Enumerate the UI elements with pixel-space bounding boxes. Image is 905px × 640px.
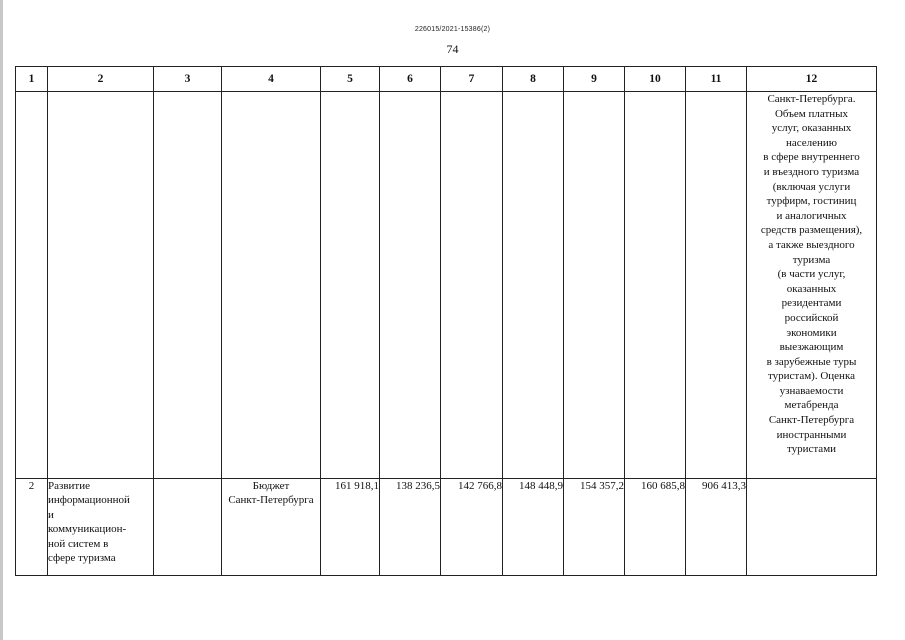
activity-name-cell: [48, 479, 154, 576]
table-cell: [48, 92, 154, 479]
column-number-row: [16, 67, 877, 92]
text-line: Объем платных: [774, 107, 849, 120]
table-cell: [686, 92, 747, 479]
column-header-2: 2: [48, 67, 154, 92]
table-row: [16, 479, 877, 576]
column-header-12: 12: [747, 67, 877, 92]
funding-source-cell: [222, 479, 321, 576]
text-line: и въездного туризма: [763, 165, 860, 178]
amount-cell: 161 918,1: [321, 479, 380, 576]
column-header-6: 6: [380, 67, 441, 92]
text-line: Бюджет: [252, 480, 290, 492]
text-line: экономики: [786, 326, 837, 339]
text-line: сфере туризма: [48, 552, 116, 565]
column-header-10: 10: [625, 67, 686, 92]
amount-cell: 148 448,9: [503, 479, 564, 576]
table-cell: [564, 92, 625, 479]
table-cell: [154, 479, 222, 576]
text-line: населению: [785, 136, 838, 149]
text-line: узнаваемости: [779, 384, 844, 397]
column-header-11: 11: [686, 67, 747, 92]
program-table: [15, 66, 877, 576]
amount-cell: 154 357,2: [564, 479, 625, 576]
column-header-4: 4: [222, 67, 321, 92]
scan-edge: [0, 0, 3, 640]
text-line: Развитие: [48, 480, 91, 492]
text-line: Санкт-Петербурга.: [767, 93, 856, 105]
page-number: 74: [446, 42, 459, 56]
table-cell: [503, 92, 564, 479]
table-cell: [380, 92, 441, 479]
text-line: резидентами: [781, 297, 842, 310]
table-cell: [222, 92, 321, 479]
text-line: а также выездного: [768, 238, 855, 251]
table-cell: [321, 92, 380, 479]
text-line: Санкт-Петербурга: [228, 494, 314, 507]
text-line: российской: [784, 311, 839, 324]
table-cell: [747, 479, 877, 576]
table-cell: [16, 92, 48, 479]
table-cell: [154, 92, 222, 479]
text-line: информационной: [48, 494, 130, 507]
text-line: Санкт-Петербурга: [768, 414, 855, 427]
text-line: туристам). Оценка: [767, 370, 856, 383]
amount-cell: 160 685,8: [625, 479, 686, 576]
text-line: (в части услуг,: [777, 268, 846, 281]
text-line: туризма: [792, 253, 831, 266]
text-line: услуг, оказанных: [771, 122, 852, 135]
total-amount-cell: 906 413,3: [686, 479, 747, 576]
text-line: коммуникацион-: [48, 523, 127, 536]
table-cell: [441, 92, 503, 479]
amount-cell: 142 766,8: [441, 479, 503, 576]
text-line: средств размещения),: [760, 224, 863, 237]
column-header-3: 3: [154, 67, 222, 92]
text-line: ной систем в: [48, 537, 109, 550]
column-header-5: 5: [321, 67, 380, 92]
amount-cell: 138 236,5: [380, 479, 441, 576]
text-line: иностранными: [776, 428, 847, 441]
column-header-8: 8: [503, 67, 564, 92]
text-line: оказанных: [786, 282, 837, 295]
table-row-continuation: [16, 92, 877, 479]
document-id: 226015/2021-15386(2): [414, 26, 491, 33]
column-header-9: 9: [564, 67, 625, 92]
text-line: (включая услуги: [772, 180, 851, 193]
text-line: в зарубежные туры: [766, 355, 857, 368]
text-line: выезжающим: [779, 341, 844, 354]
column-header-1: 1: [16, 67, 48, 92]
column-header-7: 7: [441, 67, 503, 92]
table-cell: [625, 92, 686, 479]
text-line: метабренда: [784, 399, 839, 412]
text-line: в сфере внутреннего: [763, 151, 860, 164]
text-line: и: [48, 508, 54, 521]
row-number: 2: [16, 479, 48, 576]
text-line: туристами: [786, 443, 837, 456]
text-line: турфирм, гостиниц: [766, 195, 857, 208]
indicator-text-cell: [747, 92, 877, 479]
text-line: и аналогичных: [776, 209, 847, 222]
